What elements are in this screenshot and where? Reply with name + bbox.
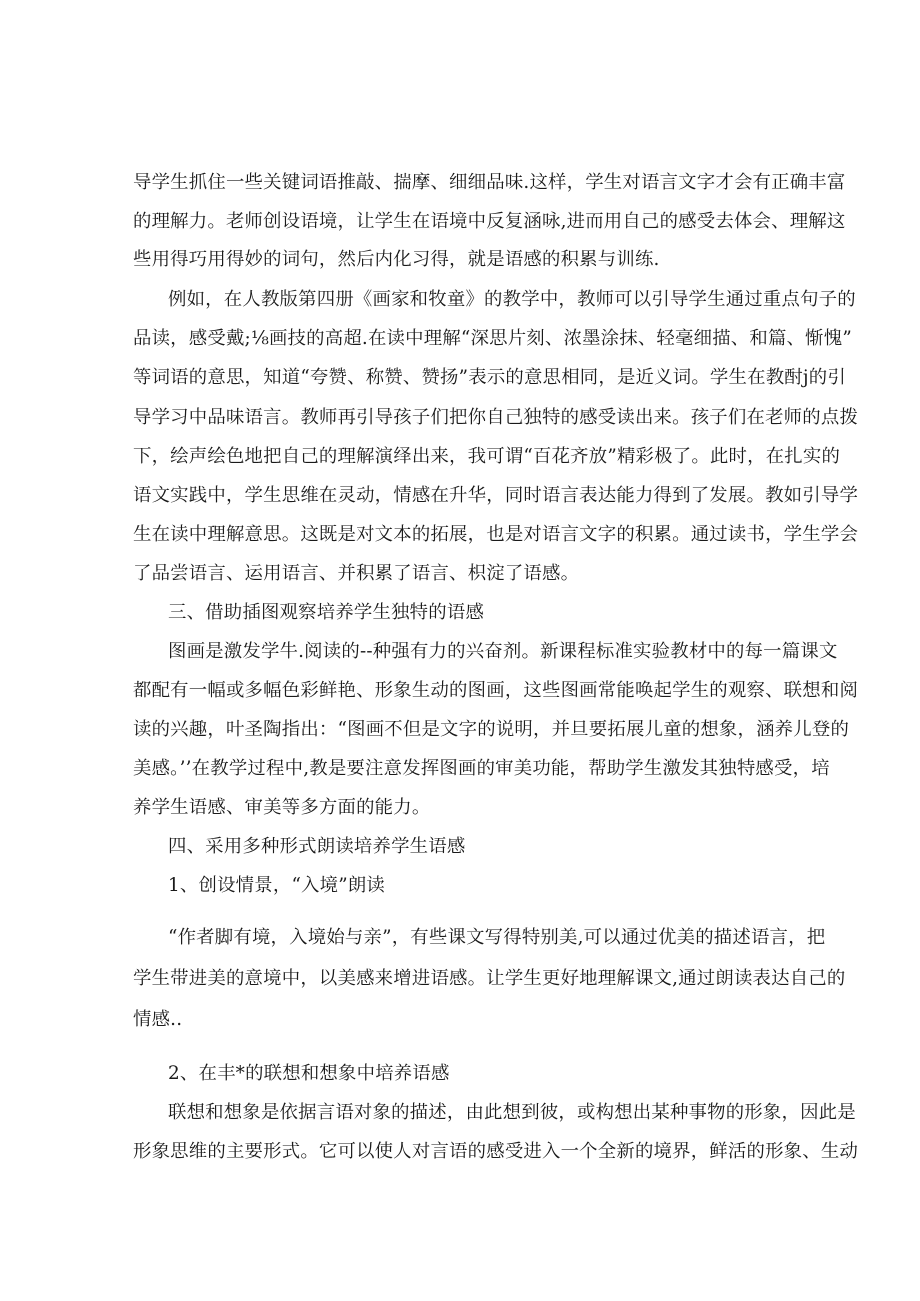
paragraph-start-line: 例如，在人教版第四册《画家和牧童》的教学中，教师可以引导学生通过重点句子的 — [168, 289, 856, 310]
text-line: 了品尝语言、运用语言、并积累了语言、枳淀了语感。 — [133, 563, 580, 584]
text-line: 情感.. — [133, 1009, 183, 1030]
text-line: 品读，感受戴;⅛画技的高超.在读中理解“深思片刻、浓墨涂抹、轻毫细描、和篇、惭愧” — [133, 328, 852, 349]
text-line: 学生带进美的意境中，以美感来增进语感。让学生更好地理解课文,通过朗读表达自己的 — [133, 968, 846, 989]
subsection-heading: 1、创设情景，“入境”朗读 — [168, 875, 386, 896]
text-line: 养学生语感、审美等多方面的能力。 — [133, 797, 431, 818]
text-line: 导学习中品味语言。教师再引导孩子们把你自己独特的感受读出来。孩子们在老师的点拨 — [133, 407, 859, 428]
paragraph-start-line: 联想和想象是依据言语对象的描述，由此想到彼，或构想出某种事物的形象，因此是 — [168, 1102, 856, 1123]
text-line: 下，绘声绘色地把自己的理解演绎出来，我可谓“百花齐放”精彩极了。此时，在扎实的 — [133, 446, 841, 467]
subsection-heading: 2、在丰*的联想和想象中培养语感 — [168, 1063, 450, 1084]
paragraph-start-line: “作者脚有境，入境始与亲”，有些课文写得特别美,可以通过优美的描述语言，把 — [168, 927, 826, 948]
text-line: 形象思维的主要形式。它可以使人对言语的感受进入一个全新的境界，鲜活的形象、生动 — [133, 1141, 859, 1162]
text-line: 的理解力。老师创设语境，让学生在语境中反复涵咏,进而用自己的感受去体会、理解这 — [133, 211, 846, 232]
text-line: 些用得巧用得妙的词句，然后内化习得，就是语感的积累与训练. — [133, 249, 660, 270]
text-line: 读的兴趣，叶圣陶指出：“图画不但是文字的说明，并旦要拓展儿童的想象，涵养儿登的 — [133, 719, 850, 740]
text-line: 等词语的意思，知道“夸赞、称赞、赞扬”表示的意思相同，是近义词。学生在教酎j的引 — [133, 367, 846, 388]
text-line: 都配有一幅或多幅色彩鲜艳、形象生动的图画，这些图画常能唤起学生的观察、联想和阅 — [133, 680, 859, 701]
text-line: 语文实践中，学生思维在灵动，情感在升华，同时语言表达能力得到了发展。教如引导学 — [133, 485, 859, 506]
text-line: 导学生抓住一些关键词语推敲、揣摩、细细品味.这样，学生对语言文字才会有正确丰富 — [133, 172, 846, 193]
text-line: 美感。’’在教学过程中,教是要注意发挥图画的审美功能，帮助学生激发其独特感受，培 — [133, 758, 830, 779]
section-heading: 三、借助插图观察培养学生独特的语感 — [168, 602, 485, 623]
paragraph-start-line: 图画是激发学牛.阅读的--种强有力的兴奋剂。新课程标准实验教材中的每一篇课文 — [168, 641, 838, 662]
section-heading: 四、采用多种形式朗读培养学生语感 — [168, 836, 466, 857]
text-line: 生在读中理解意思。这既是对文本的拓展，也是对语言文字的积累。通过读书，学生学会 — [133, 524, 859, 545]
